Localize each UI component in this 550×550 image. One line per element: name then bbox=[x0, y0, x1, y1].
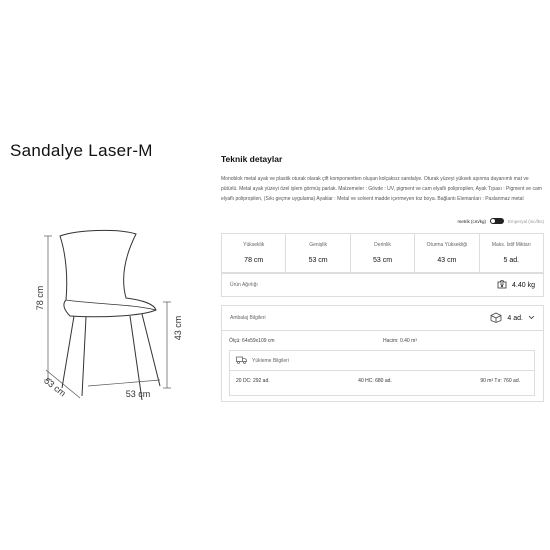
unit-imperial-label[interactable]: Emperyal (inc/lbs) bbox=[507, 218, 544, 224]
loading-truck: 90 m³ Tır: 760 ad. bbox=[480, 378, 520, 384]
scale-icon bbox=[497, 280, 507, 291]
dimensions-table bbox=[221, 233, 544, 273]
loading-info-panel bbox=[229, 350, 535, 396]
packaging-size: Ölçü: 64x59x109 cm bbox=[229, 338, 275, 344]
product-weight-label: Ürün Ağırlığı bbox=[230, 282, 258, 288]
loading-40hc: 40 HC: 680 ad. bbox=[358, 378, 392, 384]
dimension-cell bbox=[480, 234, 543, 272]
dimension-value: 78 cm bbox=[244, 257, 264, 264]
dimension-height-label: 78 cm bbox=[35, 285, 45, 311]
dimension-cell bbox=[286, 234, 350, 272]
packaging-label: Ambalaj Bilgileri bbox=[230, 315, 266, 321]
box-icon bbox=[490, 312, 502, 325]
loading-label: Yükleme Bilgileri bbox=[252, 357, 289, 364]
chevron-down-icon[interactable] bbox=[528, 315, 535, 322]
dimension-cell bbox=[415, 234, 479, 272]
dimension-depth-label: 53 cm bbox=[42, 375, 68, 399]
truck-icon bbox=[236, 356, 247, 366]
product-description: Monoblok metal ayak ve plastik oturak olarak çift komponentten oluşan kolçaksız sandalye. Oturak yüzeyi yüksek aşınma dayanımlı mat ve pütürlü. Metal ayak yüzeyi özel işlem görmüş parlak. Malzemeler : Gövde : UV, pigment ve cam elyaflı polipropilen, Ayak Tıpası : Pigment ve cam elyaflı polipropilen, (Sıkı geçme uygulama) Ayaklar : Metal ve solvent madde içermeyen toz boya. Bağlantı Elemanları : Paslanmaz metal bbox=[221, 176, 542, 202]
technical-details-title: Teknik detaylar bbox=[221, 154, 283, 164]
dimension-header: Oturma Yüksekliği bbox=[426, 242, 468, 248]
unit-metric-label[interactable]: metrik (cm/kg) bbox=[457, 218, 486, 224]
dimension-header: Yükseklik bbox=[243, 242, 265, 248]
packaging-header[interactable] bbox=[222, 306, 543, 331]
unit-toggle[interactable] bbox=[457, 218, 544, 224]
unit-switch-knob bbox=[491, 219, 495, 223]
dimension-value: 43 cm bbox=[437, 257, 457, 264]
dimension-value: 53 cm bbox=[308, 257, 328, 264]
product-weight-row bbox=[221, 273, 544, 297]
packaging-count: 4 ad. bbox=[507, 314, 523, 322]
dimension-header: Maks. İstif Miktarı bbox=[491, 242, 531, 248]
dimension-header: Derinlik bbox=[374, 242, 391, 248]
dimension-value: 53 cm bbox=[372, 257, 393, 264]
unit-switch[interactable] bbox=[490, 218, 504, 224]
product-title: Sandalye Laser-M bbox=[10, 141, 153, 160]
dimension-cell bbox=[222, 234, 286, 272]
loading-header bbox=[230, 351, 534, 371]
dimension-header: Genişlik bbox=[309, 242, 327, 248]
packaging-panel bbox=[221, 305, 544, 402]
product-weight-value: 4.40 kg bbox=[512, 281, 535, 289]
dimension-value: 5 ad. bbox=[503, 257, 520, 264]
dimension-width-label: 53 cm bbox=[125, 389, 151, 399]
packaging-volume: Hacim: 0.40 m³ bbox=[383, 338, 417, 344]
loading-values bbox=[230, 371, 534, 384]
packaging-info bbox=[222, 331, 543, 344]
dimension-seat-height-label: 43 cm bbox=[173, 315, 183, 341]
dimension-cell bbox=[351, 234, 415, 272]
loading-20dc: 20 DC: 292 ad. bbox=[236, 378, 270, 384]
